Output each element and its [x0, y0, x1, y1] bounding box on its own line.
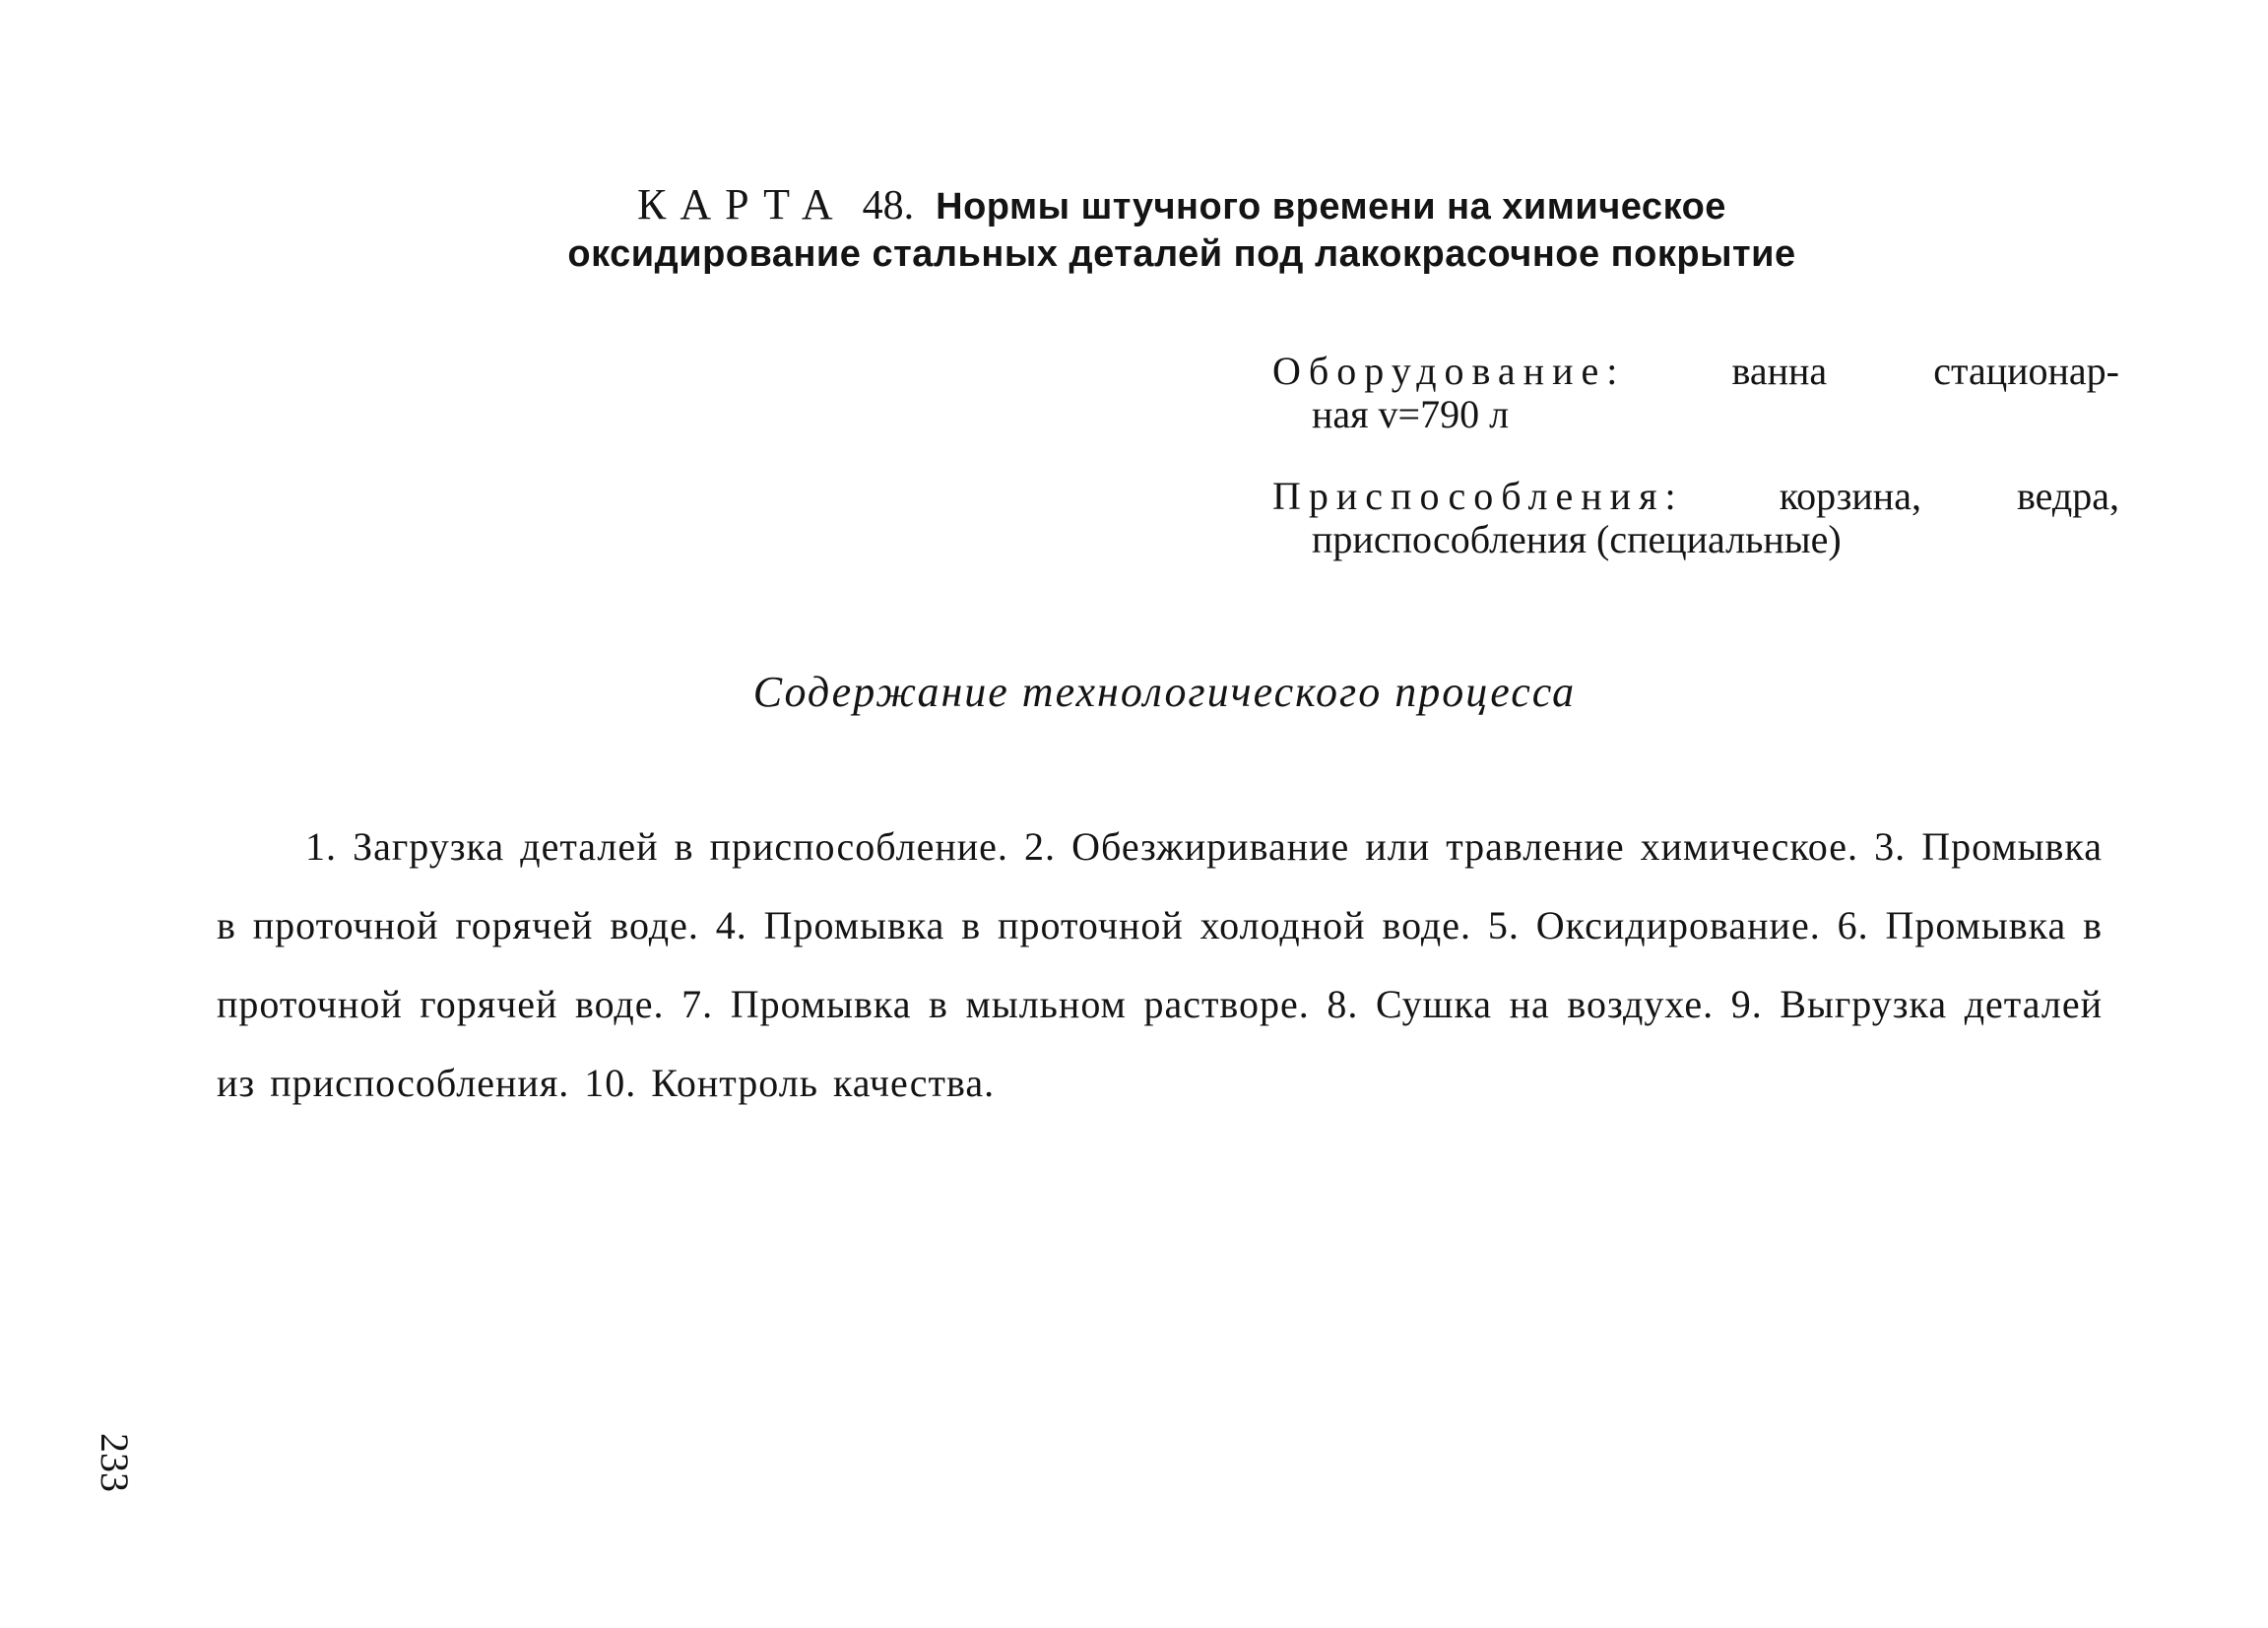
equipment-value-continued: ная v=790 л [1312, 392, 1510, 436]
equipment-first-line [1272, 350, 2119, 393]
page-number: 233 [93, 1433, 137, 1492]
equipment-spec [1272, 350, 2119, 436]
equipment-label: Оборудование: [1272, 349, 1626, 393]
fixtures-label: Приспособления: [1272, 474, 1684, 518]
title-line-1: Нормы штучного времени на химическое [936, 186, 1726, 228]
card-label: КАРТА [637, 180, 847, 228]
fixtures-value-continued: приспособления (специальные) [1312, 517, 1842, 561]
card-number: 48. [862, 183, 915, 228]
fixtures-spec [1272, 475, 2119, 561]
process-description: 1. Загрузка деталей в приспособление. 2. Обезжиривание или травление химическое. 3. Промывка в проточной горячей воде. 4. Промывка в проточной холодной воде. 5. Оксидирование. 6. Промывка в проточной горячей воде. 7. Промывка в мыльном растворе. 8. Сушка на воздухе. 9. Выгрузка деталей из приспособления. 10. Контроль качества. [217, 824, 2103, 1105]
fixtures-value: корзина, ведра, [1779, 474, 2119, 518]
card-title [512, 182, 1851, 277]
fixtures-first-line [1272, 475, 2119, 518]
title-line-2: оксидирование стальных деталей под лакокрасочное покрытие [567, 233, 1796, 275]
equipment-value: ванна стационар- [1731, 349, 2120, 393]
section-title: Содержание технологического процесса [752, 668, 1577, 716]
